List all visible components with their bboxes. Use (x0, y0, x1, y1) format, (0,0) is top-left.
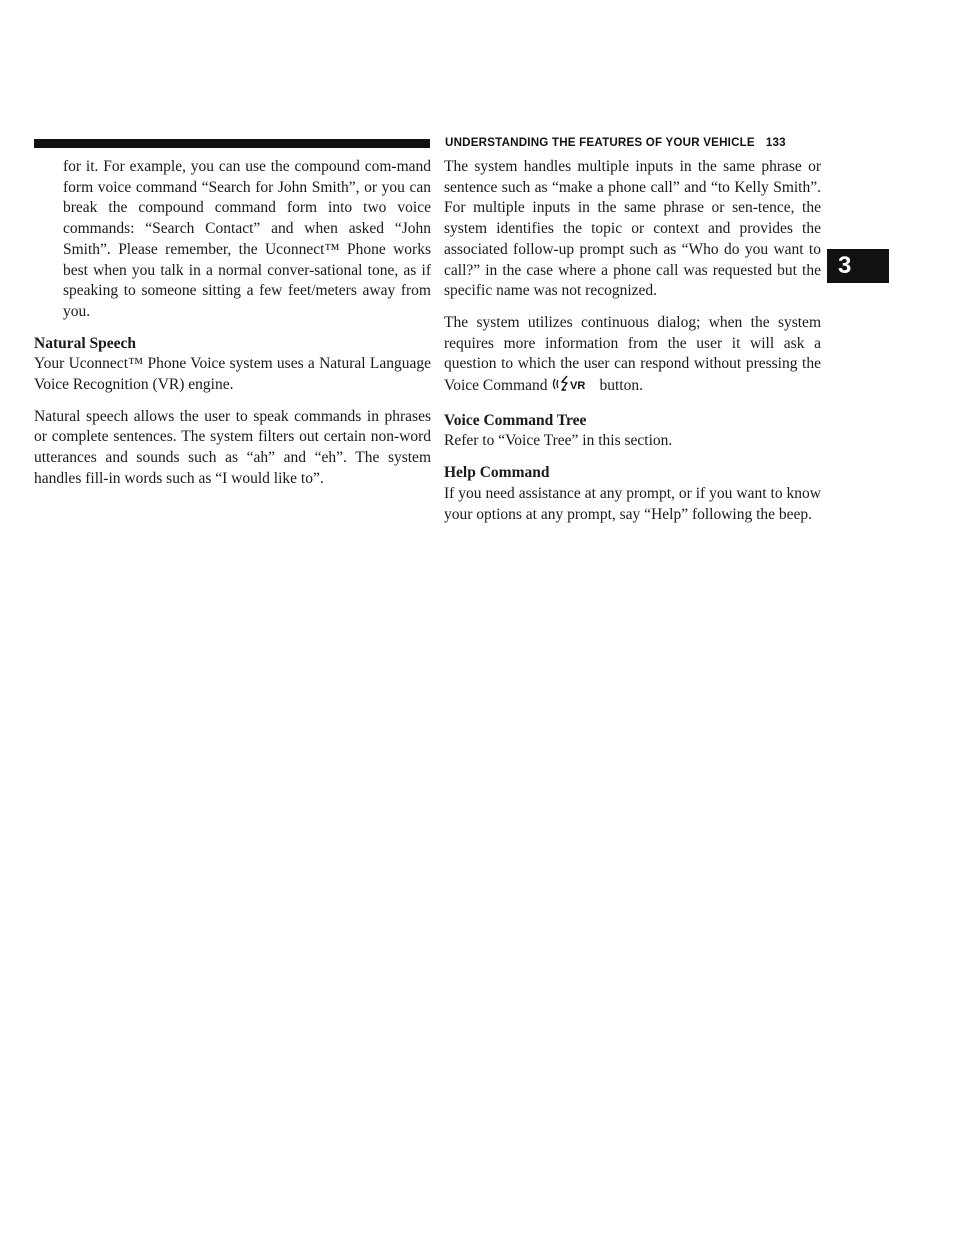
heading-voice-command-tree: Voice Command Tree (444, 411, 587, 429)
header-rule (34, 139, 430, 148)
paragraph-multiple-inputs: The system handles multiple inputs in the same phrase or sentence such as “make a phone call” and “to Kelly Smith”. For multiple inputs in the same phrase or sen-tence, the system identifies the topic or context and provides the associated follow-up prompt such as “Who do you want to call?” in the case where a phone call was requested but the specific name was not recognized. (444, 158, 821, 300)
right-column (444, 157, 821, 536)
heading-natural-speech: Natural Speech (34, 334, 137, 352)
paragraph-help: If you need assistance at any prompt, or if you want to know your options at any prompt, say “Help” following the beep. (444, 484, 821, 523)
chapter-tab: 3 (827, 249, 889, 283)
vr-icon-label: VR (570, 380, 586, 393)
paragraph-natural-language-vr: Your Uconnect™ Phone Voice system uses a Natural Language Voice Recognition (VR) engine. (34, 355, 431, 394)
paragraph-continuous-dialog (444, 313, 821, 400)
continuous-dialog-text: The system utilizes continuous dialog; when the system requires more information from the user it will ask a question to which the user can respond without pressing the Voice Command (444, 313, 821, 395)
voice-command-vr-icon (551, 375, 589, 400)
header-title: UNDERSTANDING THE FEATURES OF YOUR VEHICLE (445, 136, 755, 149)
paragraph-voice-tree: Refer to “Voice Tree” in this section. (444, 432, 673, 450)
paragraph-compound-command: for it. For example, you can use the compound com-mand form voice command “Search for John Smith”, or you can break the compound command form into two voice commands: “Search Contact” and when asked “John Smith”. Please remember, the Uconnect™ Phone works best when you talk in a normal conver-sational tone, as if speaking to someone sitting a few feet/meters away from you. (63, 158, 431, 320)
running-header (445, 136, 786, 149)
continuous-dialog-button-text: button. (599, 377, 643, 395)
left-column (34, 157, 431, 501)
paragraph-natural-speech: Natural speech allows the user to speak commands in phrases or complete sentences. The system filters out certain non-word utterances and sounds such as “ah” and “eh”. The system handles fill-in words such as “I would like to”. (34, 407, 431, 487)
heading-help-command: Help Command (444, 464, 550, 482)
page-number: 133 (765, 136, 786, 149)
